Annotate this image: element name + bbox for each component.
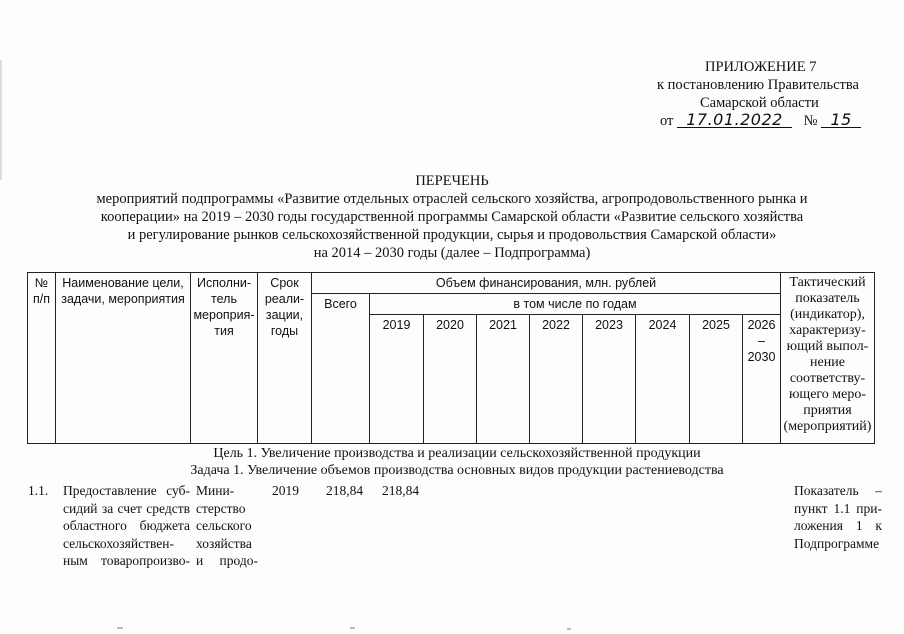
row-total: 218,84 — [326, 483, 364, 498]
header-year: 2024 — [636, 315, 690, 444]
row-name-line: сидий за счет средств — [63, 500, 190, 516]
row-executor-line: и продо- — [196, 553, 258, 568]
header-year: 2026 – 2030 — [743, 315, 781, 444]
number-label: № — [803, 113, 818, 129]
row-name-line: областного бюджета — [63, 518, 190, 533]
header-year: 2020 — [424, 315, 477, 444]
row-name-line: сельскохозяйствен- — [63, 535, 174, 551]
row-name — [63, 482, 190, 570]
document-title — [60, 172, 844, 262]
row-executor-line: стерство — [196, 500, 246, 516]
scan-speck — [567, 628, 571, 630]
header-year: 2021 — [477, 315, 530, 444]
decree-date: 17.01.2022 — [677, 112, 792, 128]
scan-speck — [350, 627, 355, 629]
header-indicator: Тактический показатель (индикатор), характеризу-ющий выпол-нение соответству-ющего меро-приятия (мероприятий) — [781, 273, 875, 444]
row-executor — [196, 482, 258, 570]
decree-number: 15 — [821, 112, 861, 128]
appendix-decree: к постановлению Правительства — [657, 77, 859, 93]
row-executor-line: сельского — [196, 518, 252, 533]
header-by-years: в том числе по годам — [370, 294, 781, 315]
row-indicator-line: пункт 1.1 при- — [794, 500, 882, 516]
activities-table-header — [27, 272, 875, 444]
title-line-4: на 2014 – 2030 годы (далее – Подпрограмма) — [313, 245, 591, 261]
row-indicator — [794, 482, 882, 552]
header-funding: Объем финансирования, млн. рублей — [312, 273, 781, 294]
title-heading: ПЕРЕЧЕНЬ — [415, 173, 489, 189]
header-num: № п/п — [28, 273, 56, 444]
header-year: 2019 — [370, 315, 424, 444]
header-year: 2022 — [530, 315, 583, 444]
appendix-title: ПРИЛОЖЕНИЕ 7 — [705, 59, 817, 75]
header-executor: Исполни-тель мероприя-тия — [191, 273, 258, 444]
header-year: 2023 — [583, 315, 636, 444]
title-line-2: кооперации» на 2019 – 2030 годы государственной программы Самарской области «Развитие сельского хозяйства — [100, 209, 804, 225]
scan-speck — [117, 627, 123, 629]
header-name: Наименование цели, задачи, мероприятия — [56, 273, 191, 444]
appendix-region: Самарской области — [700, 95, 819, 111]
row-term: 2019 — [272, 483, 299, 498]
header-year: 2025 — [690, 315, 743, 444]
row-name-line: Предоставление суб- — [63, 483, 190, 498]
row-executor-line: Мини- — [196, 483, 235, 498]
row-num: 1.1. — [28, 483, 49, 498]
title-line-1: мероприятий подпрограммы «Развитие отдельных отраслей сельского хозяйства, агропродовольственного рынка и — [96, 191, 808, 207]
task-line: Задача 1. Увеличение объемов производства основных видов продукции растениеводства — [190, 463, 724, 478]
row-indicator-line: Подпрограмме — [794, 535, 880, 551]
scan-edge — [0, 60, 2, 180]
title-line-3: и регулирование рынков сельскохозяйственной продукции, сырья и продовольствия Самарской области» — [127, 227, 777, 243]
row-name-line: ным товаропроизво- — [63, 553, 190, 568]
row-indicator-line: ложения 1 к — [794, 518, 882, 533]
header-total: Всего — [312, 294, 370, 444]
row-2019: 218,84 — [382, 483, 420, 498]
row-executor-line: хозяйства — [196, 535, 252, 551]
goal-line: Цель 1. Увеличение производства и реализации сельскохозяйственной продукции — [213, 446, 701, 461]
from-label: от — [660, 113, 674, 129]
appendix-date-line — [660, 112, 861, 130]
header-term: Срок реали-зации, годы — [258, 273, 312, 444]
row-indicator-line: Показатель – — [794, 483, 882, 498]
